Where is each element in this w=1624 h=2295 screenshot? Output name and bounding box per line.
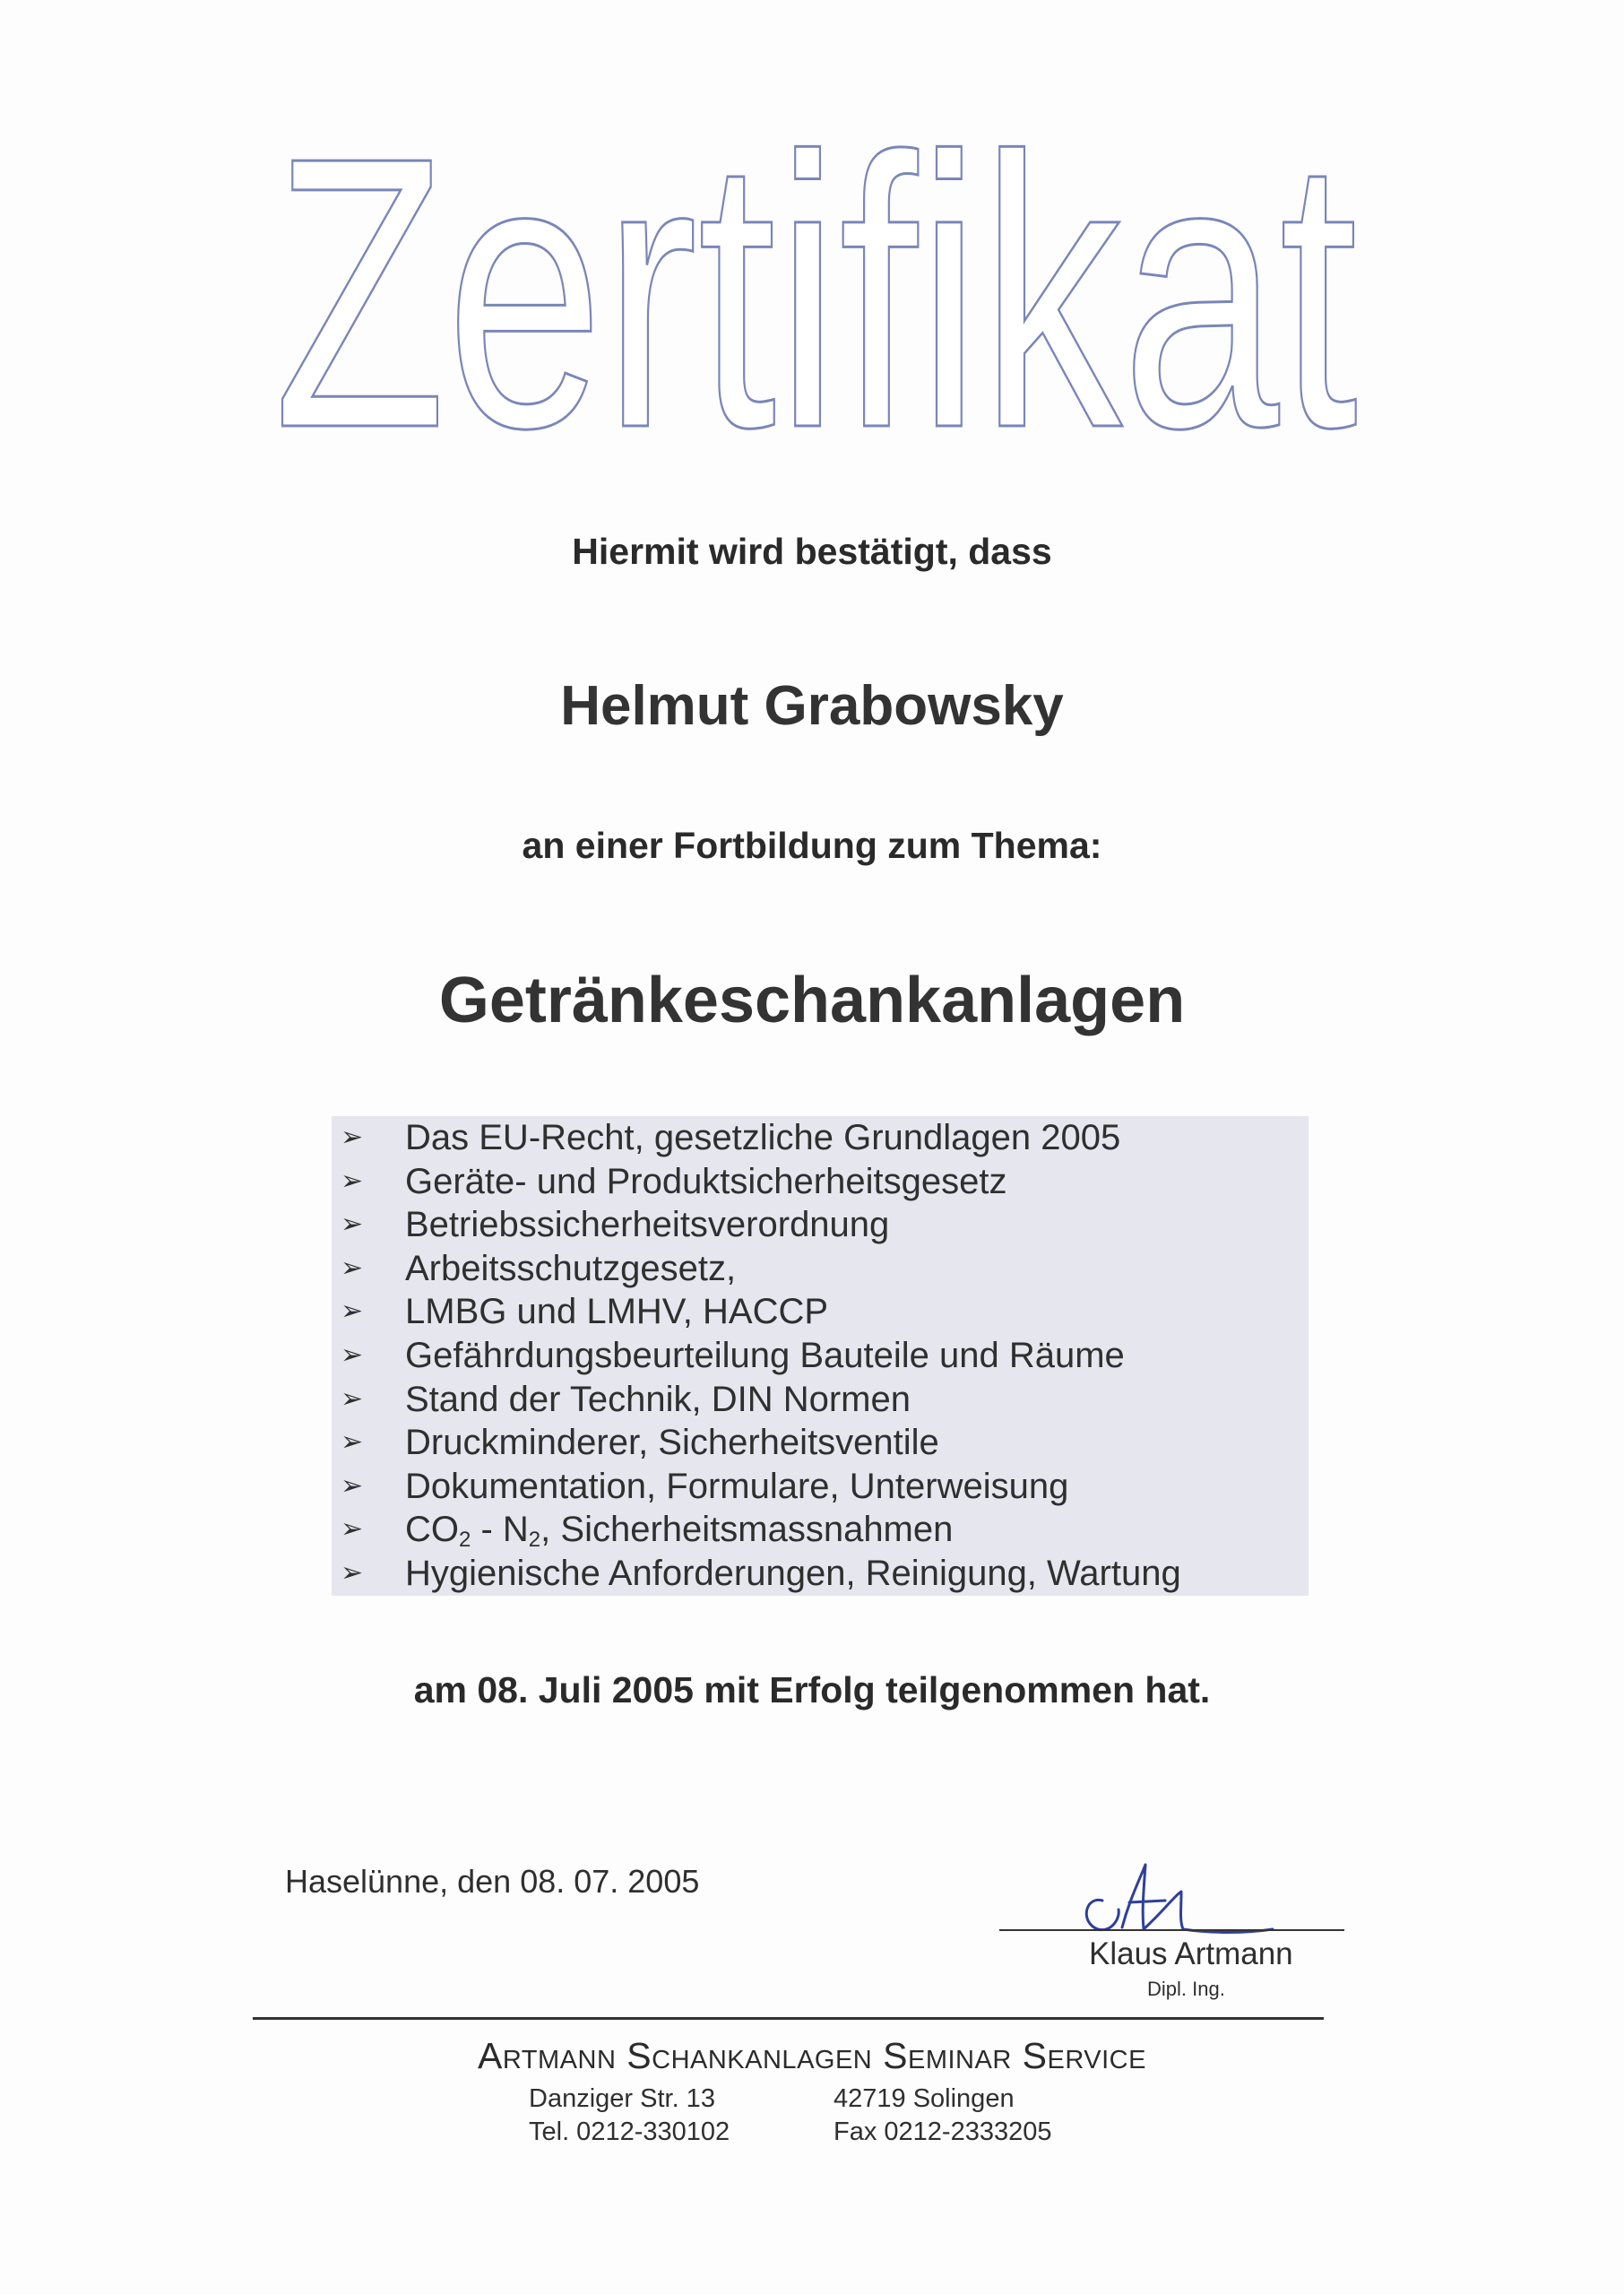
arrow-bullet-icon: ➢ <box>341 1470 364 1501</box>
n2-subscript: 2 <box>528 1528 541 1553</box>
list-item <box>332 1116 1309 1160</box>
signature-line <box>999 1929 1344 1931</box>
topic-title: Getränkeschankanlagen <box>438 965 1186 1036</box>
list-item <box>332 1334 1309 1378</box>
arrow-bullet-icon: ➢ <box>341 1514 364 1545</box>
topic-item-text: Dokumentation, Formulare, Unterweisung <box>405 1466 1069 1506</box>
city-address: 42719 Solingen <box>834 2084 1015 2113</box>
arrow-bullet-icon: ➢ <box>341 1165 364 1196</box>
topic-item-text: Hygienische Anforderungen, Reinigung, Wartung <box>405 1553 1181 1593</box>
arrow-bullet-icon: ➢ <box>341 1252 364 1283</box>
topics-list <box>332 1116 1309 1596</box>
co2-item-suffix: , Sicherheitsmassnahmen <box>540 1510 954 1550</box>
list-item <box>332 1508 1309 1552</box>
arrow-bullet-icon: ➢ <box>341 1427 364 1458</box>
closing-text: am 08. Juli 2005 mit Erfolg teilgenommen hat. <box>413 1669 1211 1710</box>
arrow-bullet-icon: ➢ <box>341 1209 364 1240</box>
list-item <box>332 1465 1309 1509</box>
street-address: Danziger Str. 13 <box>529 2084 715 2113</box>
list-item <box>332 1290 1309 1334</box>
recipient-name: Helmut Grabowsky <box>560 675 1064 737</box>
certificate-title <box>260 78 1371 508</box>
arrow-bullet-icon: ➢ <box>341 1383 364 1414</box>
topic-item-text: LMBG und LMHV, HACCP <box>405 1292 829 1332</box>
company-name: Artmann Schankanlagen Seminar Service <box>478 2035 1146 2076</box>
list-item <box>332 1160 1309 1204</box>
n2-prefix: - N <box>471 1510 529 1550</box>
arrow-bullet-icon: ➢ <box>341 1557 364 1588</box>
topic-item-text: Betriebssicherheitsverordnung <box>405 1205 890 1245</box>
list-item <box>332 1421 1309 1465</box>
list-item <box>332 1203 1309 1247</box>
list-item <box>332 1552 1309 1596</box>
phone-number: Tel. 0212-330102 <box>529 2117 730 2146</box>
list-item <box>332 1378 1309 1422</box>
arrow-bullet-icon: ➢ <box>341 1122 364 1152</box>
footer-divider <box>253 2017 1324 2020</box>
list-item <box>332 1247 1309 1291</box>
fax-number: Fax 0212-2333205 <box>834 2117 1052 2146</box>
signer-name: Klaus Artmann <box>1089 1936 1293 1971</box>
intro-text: an einer Fortbildung zum Thema: <box>522 825 1102 866</box>
title-text: Zertifikat <box>273 78 1360 508</box>
topic-item-text: Druckminderer, Sicherheitsventile <box>405 1423 939 1463</box>
arrow-bullet-icon: ➢ <box>341 1296 364 1327</box>
topic-item-text: Das EU-Recht, gesetzliche Grundlagen 2005 <box>405 1118 1121 1157</box>
co2-subscript: 2 <box>459 1528 471 1553</box>
place-and-date: Haselünne, den 08. 07. 2005 <box>285 1863 700 1900</box>
topic-item-text: Gefährdungsbeurteilung Bauteile und Räume <box>405 1335 1125 1375</box>
arrow-bullet-icon: ➢ <box>341 1339 364 1370</box>
company-address <box>529 2084 1102 2147</box>
topic-item-text: Arbeitsschutzgesetz, <box>405 1248 737 1288</box>
signer-title: Dipl. Ing. <box>1147 1978 1225 2000</box>
confirmation-text: Hiermit wird bestätigt, dass <box>572 531 1052 572</box>
topic-item-text: Stand der Technik, DIN Normen <box>405 1379 911 1419</box>
topic-item-text: Geräte- und Produktsicherheitsgesetz <box>405 1161 1007 1201</box>
co2-prefix: CO <box>405 1510 459 1550</box>
